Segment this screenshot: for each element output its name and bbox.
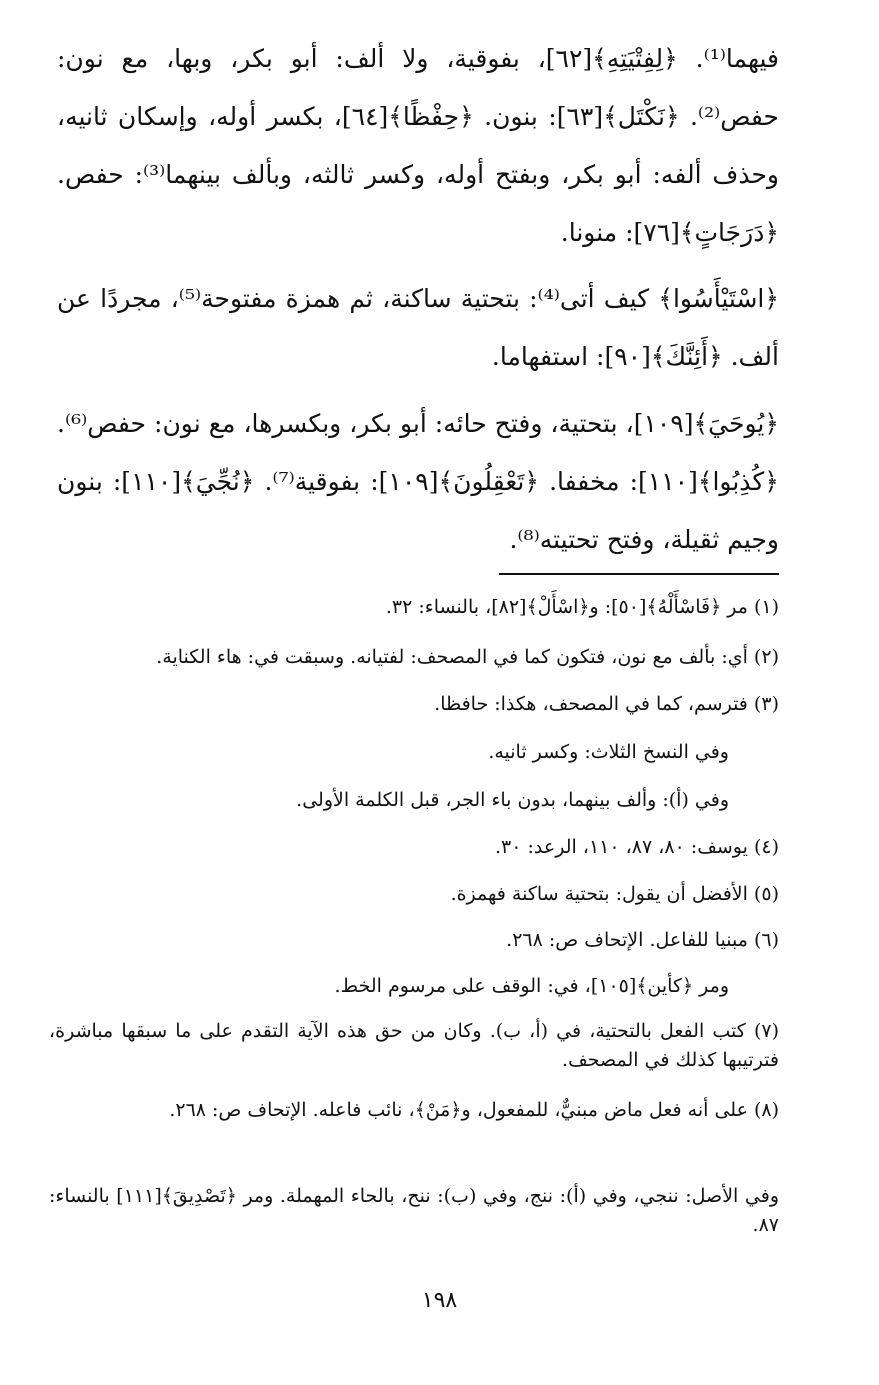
footnote-8-continuation: وفي الأصل: ننجي، وفي (أ): ننج، وفي (ب): ننح، بالحاء المهملة. ومر ﴿تَصْدِيقَ﴾[١١١] بالنساء: ٨٧. — [49, 1185, 779, 1236]
footnote-5: (٥) الأفضل أن يقول: بتحتية ساكنة فهمزة. — [450, 883, 779, 905]
footnote-7: (٧) كتب الفعل بالتحتية، في (أ، ب). وكان من حق هذه الآية التقدم على ما سبقها مباشرة، فترتيبها كذلك في المصحف. — [49, 1020, 779, 1071]
footnote-4: (٤) يوسف: ٨٠، ٨٧، ١١٠، الرعد: ٣٠. — [495, 836, 779, 858]
footnote-1: (١) مر ﴿فَاسْأَلْهُ﴾[٥٠]: و﴿اسْأَلْ﴾[٨٢]، بالنساء: ٣٢. — [385, 596, 779, 618]
footnote-3-continuation-2: وفي (أ): وألف بينهما، بدون باء الجر، قبل الكلمة الأولى. — [296, 789, 729, 811]
footnote-8: (٨) على أنه فعل ماض مبنيٌّ، للمفعول، و﴿مَنْ﴾، نائب فاعله. الإتحاف ص: ٢٦٨. — [169, 1099, 779, 1121]
footnote-6-continuation: ومر ﴿كأين﴾[١٠٥]، في: الوقف على مرسوم الخط. — [334, 975, 729, 997]
page-number: ١٩٨ — [421, 1288, 458, 1313]
main-paragraph-3: ﴿يُوحَيَ﴾[١٠٩]، بتحتية، وفتح حائه: أبو بكر، وبكسرها، مع نون: حفص⁽⁶⁾. ﴿كُذِبُوا﴾[١١٠]: مخففا. ﴿تَعْقِلُونَ﴾[١٠٩]: بفوقية⁽⁷⁾. ﴿نُجِّيَ﴾[١١٠]: بنون وجيم ثقيلة، وفتح تحتيته⁽⁸⁾. — [57, 409, 779, 554]
footnote-6: (٦) مبنيا للفاعل. الإتحاف ص: ٢٦٨. — [506, 929, 779, 951]
main-paragraph-1: فيهما⁽¹⁾. ﴿لِفِتْيَتِهِ﴾[٦٢]، بفوقية، ولا ألف: أبو بكر، وبها، مع نون: حفص⁽²⁾. ﴿نَكْتَل﴾[٦٣]: بنون. ﴿حِفْظًا﴾[٦٤]، بكسر أوله، وإسكان ثانيه، وحذف ألفه: أبو بكر، وبفتح أوله، وكسر ثالثه، وبألف بينهما⁽³⁾: حفص. ﴿دَرَجَاتٍ﴾[٧٦]: منونا. — [57, 44, 779, 247]
footnote-divider — [499, 573, 779, 575]
footnote-3: (٣) فترسم، كما في المصحف، هكذا: حافظا. — [434, 693, 779, 715]
footnote-3-continuation-1: وفي النسخ الثلاث: وكسر ثانيه. — [488, 741, 729, 763]
footnote-2: (٢) أي: بألف مع نون، فتكون كما في المصحف: لفتيانه. وسبقت في: هاء الكناية. — [156, 646, 779, 668]
main-paragraph-2: ﴿اسْتَيْأَسُوا﴾ كيف أتى⁽⁴⁾: بتحتية ساكنة، ثم همزة مفتوحة⁽⁵⁾، مجردًا عن ألف. ﴿أَئِنَّكَ﴾[٩٠]: استفهاما. — [57, 284, 779, 371]
